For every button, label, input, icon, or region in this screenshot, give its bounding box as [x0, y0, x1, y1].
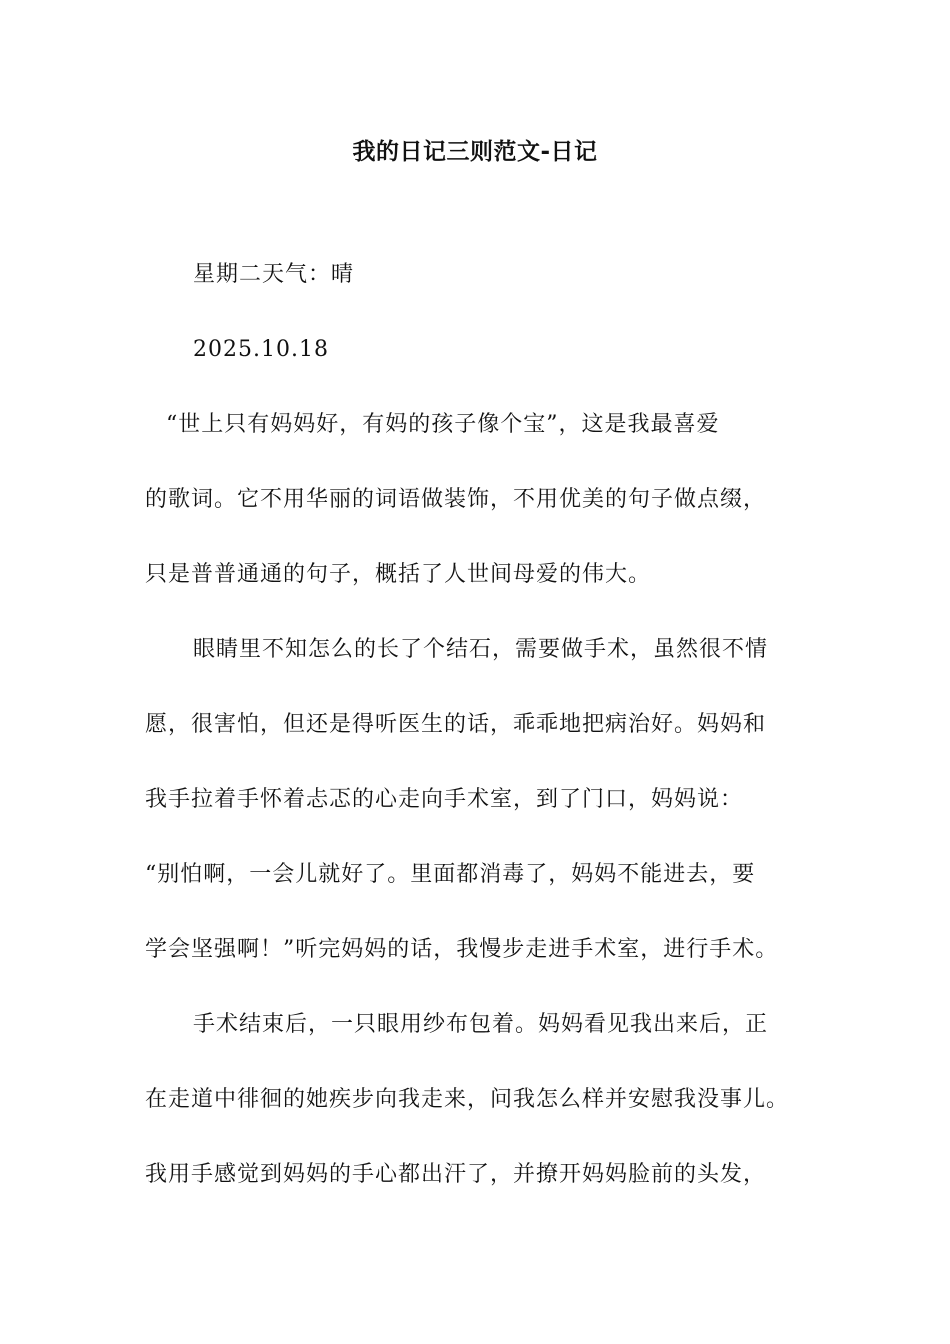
document-title: 我的日记三则范文-日记 [352, 139, 598, 165]
paragraph-line: 手术结束后，一只眼用纱布包着。妈妈看见我出来后，正 [193, 1012, 769, 1037]
paragraph-line: 我用手感觉到妈妈的手心都出汗了，并撩开妈妈脸前的头发， [145, 1162, 767, 1187]
paragraph-line: 眼睛里不知怎么的长了个结石，需要做手术，虽然很不情 [193, 637, 769, 662]
weekday-weather: 星期二天气：晴 [193, 262, 355, 287]
paragraph-line: “别怕啊，一会儿就好了。里面都消毒了，妈妈不能进去，要 [145, 862, 756, 887]
paragraph-line: 的歌词。它不用华丽的词语做装饰，不用优美的句子做点缀， [145, 487, 767, 512]
paragraph-line: 愿，很害怕，但还是得听医生的话，乖乖地把病治好。妈妈和 [145, 712, 767, 737]
paragraph-line: “世上只有妈妈好，有妈的孩子像个宝”，这是我最喜爱 [166, 412, 720, 437]
diary-date: 2025.10.18 [193, 337, 329, 362]
paragraph-line: 学会坚强啊！”听完妈妈的话，我慢步走进手术室，进行手术。 [145, 937, 779, 962]
paragraph-line: 我手拉着手怀着忐忑的心走向手术室，到了门口，妈妈说： [145, 787, 744, 812]
paragraph-line: 在走道中徘徊的她疾步向我走来，问我怎么样并安慰我没事儿。 [145, 1087, 790, 1112]
paragraph-line: 只是普普通通的句子，概括了人世间母爱的伟大。 [145, 562, 652, 587]
